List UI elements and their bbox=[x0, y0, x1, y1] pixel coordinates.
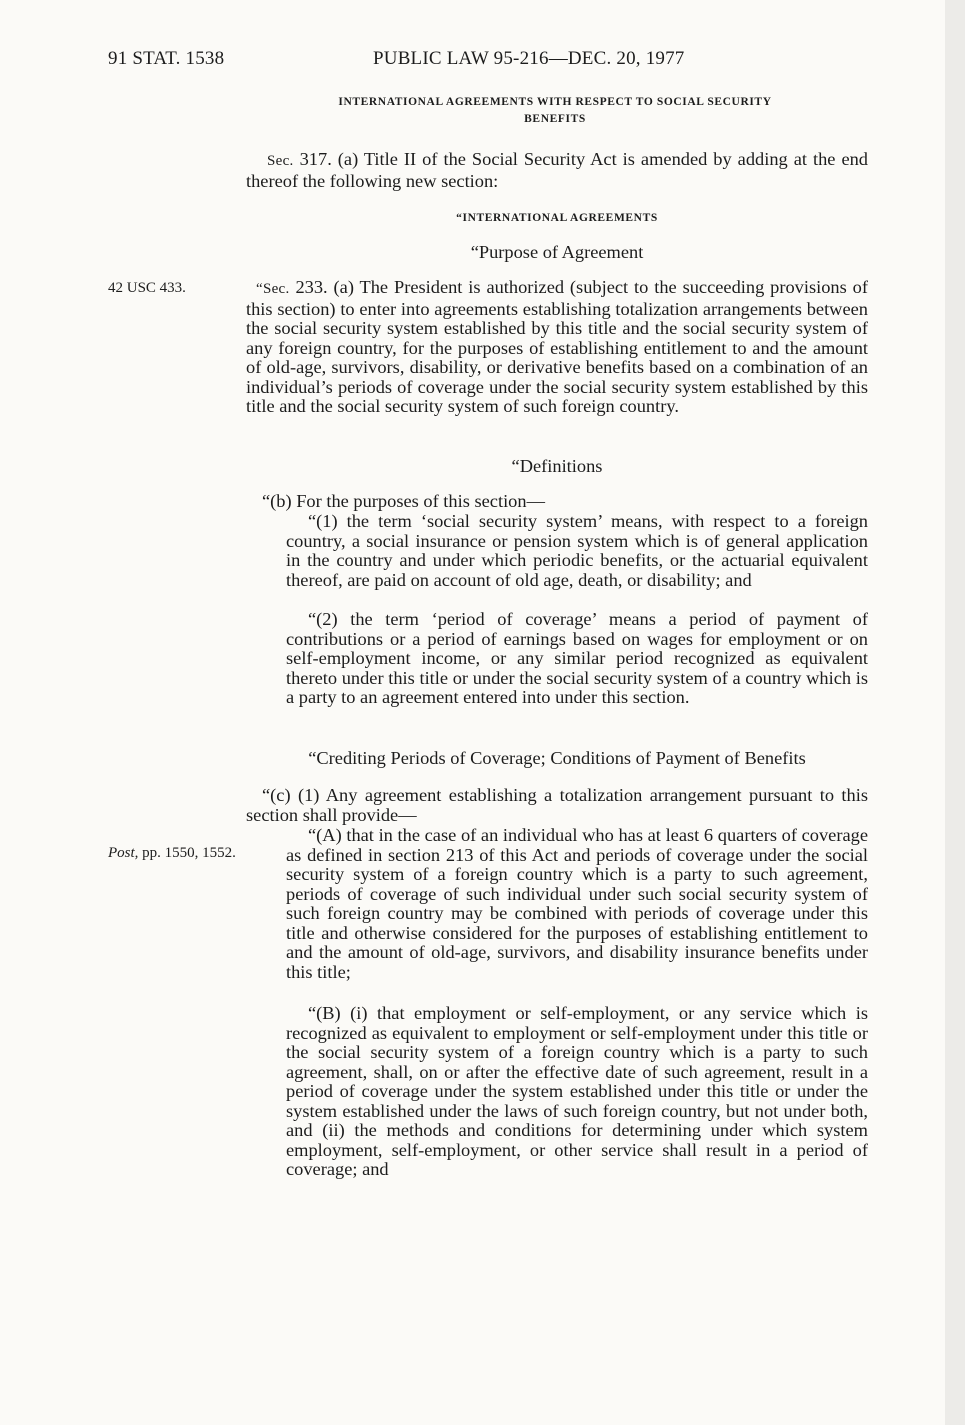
section-heading bbox=[262, 94, 848, 128]
new-section-heading: “INTERNATIONAL AGREEMENTS bbox=[456, 212, 658, 224]
section-heading-line-2: BENEFITS bbox=[524, 113, 586, 125]
clause-c1-A: “(A) that in the case of an individual who has at least 6 quarters of coverage as defined in section 213 of this Act and periods of coverage under the social security system of a foreign country which is a party to such agreement, periods of coverage of such individual under such social security system of such foreign country may be combined with periods of coverage under this title and otherwise considered for the purposes of establishing entitlement to and the amount of old-age, survivors, and disability insurance benefits under this title; bbox=[286, 825, 868, 982]
sec-317-text: 317. (a) Title II of the Social Security Act is amended by adding at the end thereof the following new section: bbox=[246, 149, 868, 191]
definitions-title: “Definitions bbox=[511, 456, 603, 476]
statute-page-number: 91 STAT. 1538 bbox=[108, 48, 225, 69]
subsection-b-intro: “(b) For the purposes of this section— bbox=[262, 491, 545, 511]
running-header: PUBLIC LAW 95-216—DEC. 20, 1977 bbox=[373, 48, 685, 69]
definition-b1: “(1) the term ‘social security system’ means, with respect to a foreign country, a social insurance or pension system which is of general application in the country and under which periodic benefits, or the actuarial equivalent thereof, are paid on account of old age, death, or disability; and bbox=[286, 511, 868, 590]
sec-233a-paragraph bbox=[246, 278, 868, 417]
clause-c1-B: “(B) (i) that employment or self-employment, or any service which is recognized as equivalent to employment or self-employment under this title or the social security system of a foreign country which is a party to such agreement, shall, on or after the effective date of such agreement, result in a period of coverage under the system established under this title or under the system established under the laws of such foreign country, but not under both, and (ii) the methods and conditions for determining under which system employment, self-employment, or other service shall result in a period of coverage; and bbox=[286, 1003, 868, 1179]
sec-abbreviation: Sec. bbox=[267, 153, 294, 169]
subsection-c1: “(c) (1) Any agreement establishing a totalization arrangement pursuant to this section shall provide— bbox=[246, 785, 868, 825]
post-italic: Post, bbox=[108, 845, 139, 861]
post-citation bbox=[108, 845, 236, 862]
crediting-title: “Crediting Periods of Coverage; Conditions of Payment of Benefits bbox=[308, 748, 806, 768]
sec-233-abbreviation: “Sec. bbox=[256, 281, 290, 297]
section-heading-line-1: INTERNATIONAL AGREEMENTS WITH RESPECT TO SOCIAL SECURITY bbox=[338, 96, 772, 108]
page-edge bbox=[945, 0, 965, 1425]
sec-233a-text: 233. (a) The President is authorized (subject to the succeeding provisions of this section) to enter into agreements establishing totalization arrangements between the social security system established by this title and the social security system of any foreign country, for the purposes of establishing entitlement to and the amount of old-age, survivors, disability, or derivative benefits based on a combination of an individual’s periods of coverage under the social security system established by this title and the social security system of such foreign country. bbox=[246, 277, 868, 416]
purpose-title: “Purpose of Agreement bbox=[470, 242, 644, 262]
definition-b2: “(2) the term ‘period of coverage’ means a period of payment of contributions or a period of earnings based on wages for employment or on self-employment income, or any similar period recognized as equivalent thereto under this title or under the social security system of a country which is a party to an agreement entered into under this section. bbox=[286, 609, 868, 707]
post-pages: pp. 1550, 1552. bbox=[142, 845, 236, 861]
usc-citation: 42 USC 433. bbox=[108, 280, 186, 296]
sec-317-paragraph bbox=[246, 150, 868, 191]
